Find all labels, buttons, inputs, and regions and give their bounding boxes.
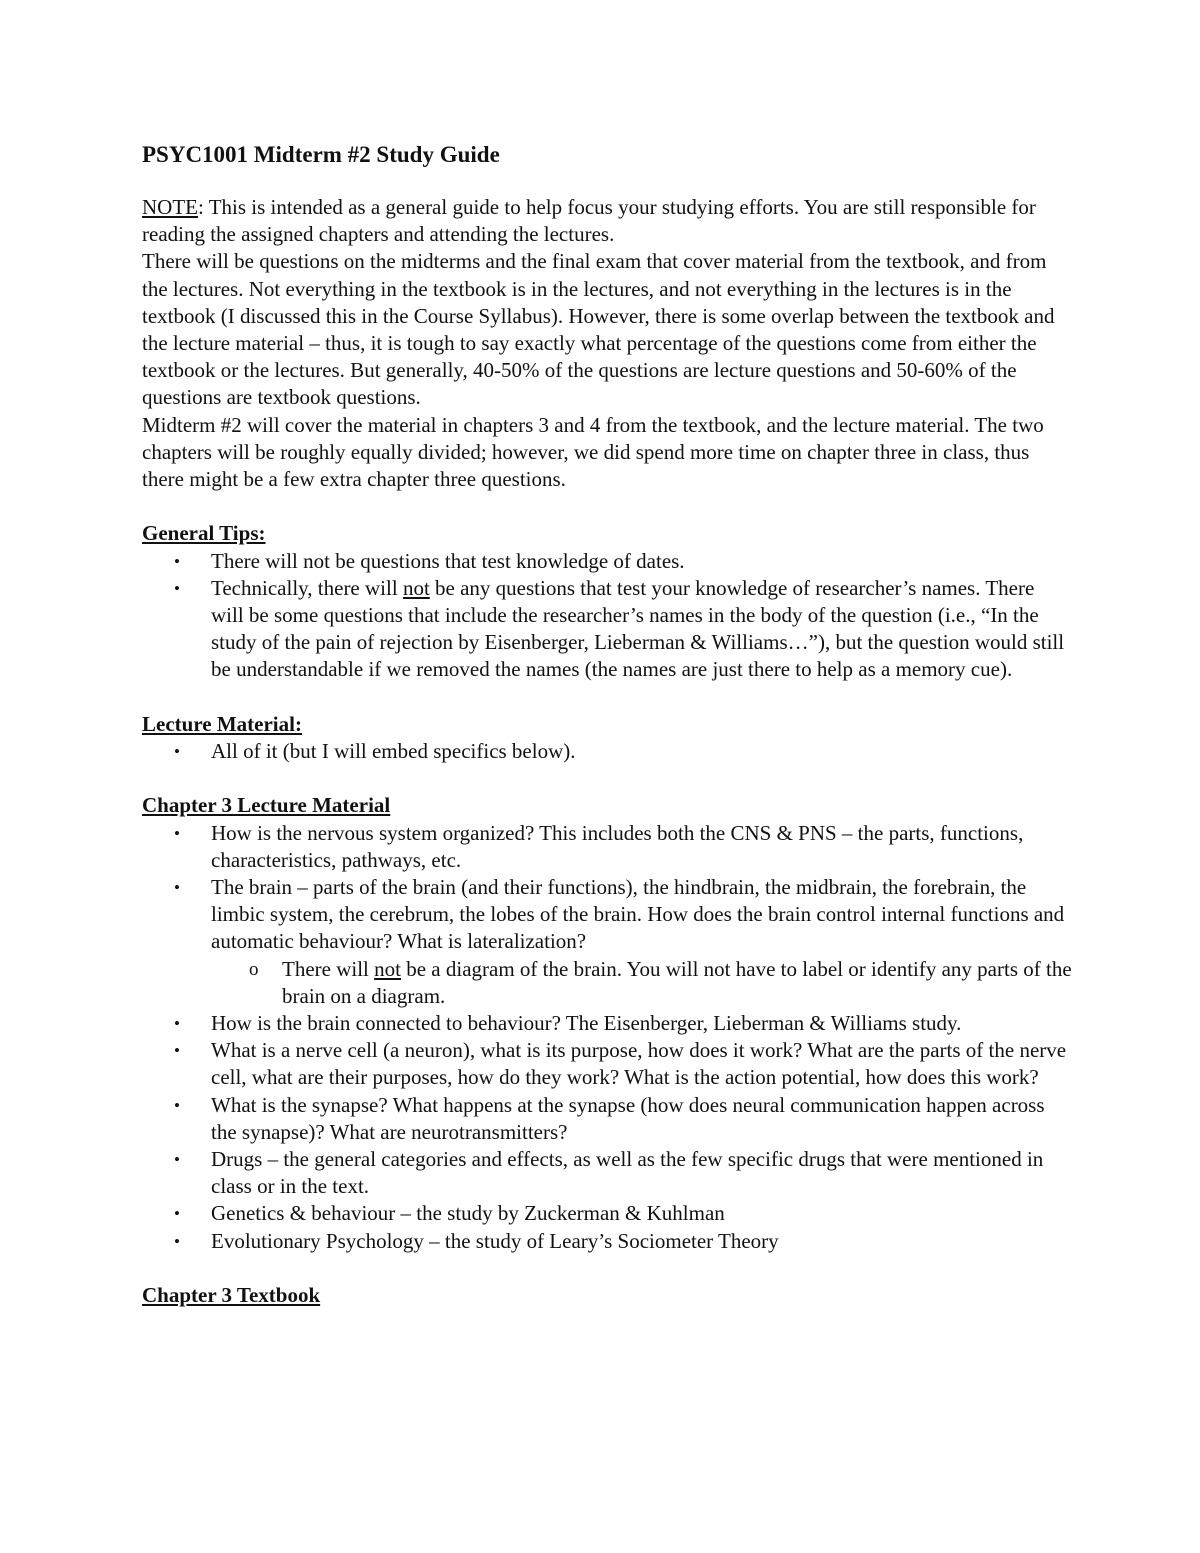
general-tips-heading: General Tips: [142, 521, 266, 546]
document-page [142, 140, 1072, 1309]
bullet-icon: • [174, 1041, 180, 1061]
intro-note-paragraph [142, 194, 1072, 248]
list-item: • Drugs – the general categories and effects, as well as the few specific drugs that were mentioned in class or in the text. [174, 1147, 1044, 1199]
emphasis-not: not [402, 575, 430, 600]
bullet-icon: • [174, 1204, 180, 1224]
sub-list-item: o There will not be a diagram of the brain. You will not have to label or identify any parts of the brain on a diagram. [249, 956, 1072, 1008]
list-item: • What is a nerve cell (a neuron), what is its purpose, how does it work? What are the parts of the nerve cell, what are their purposes, how do they work? What is the action potential, how does this work? [174, 1038, 1067, 1090]
list-item: • Technically, there will not be any questions that test your knowledge of researcher’s names. There will be some questions that include the researcher’s names in the body of the question (i.e., “In the study of the pain of rejection by Eisenberger, Lieberman & Williams…”), but the question would still be understandable if we removed the names (the names are just there to help as a memory cue). [174, 575, 1065, 682]
bullet-icon: • [174, 1150, 180, 1170]
lecture-material-heading: Lecture Material: [142, 711, 302, 736]
emphasis-not: not [374, 956, 401, 981]
note-text: : This is intended as a general guide to help focus your studying efforts. You are still responsible for reading the assigned chapters and attending the lectures. [142, 195, 1036, 247]
circle-bullet-icon: o [249, 958, 259, 980]
intro-paragraph-2: There will be questions on the midterms and the final exam that cover material from the textbook, and from the lectures. Not everything in the textbook is in the lectures, and not everything in the lectures is in the textbook (I discussed this in the Course Syllabus). However, there is some overlap between the textbook and the lecture material – thus, it is tough to say exactly what percentage of the questions come from either the textbook or the lectures. But generally, 40-50% of the questions are lecture questions and 50-60% of the questions are textbook questions. [142, 249, 1055, 410]
list-item: • The brain – parts of the brain (and their functions), the hindbrain, the midbrain, the forebrain, the limbic system, the cerebrum, the lobes of the brain. How does the brain control internal functions and automatic behaviour? What is lateralization? o There will not be a diagram of the brain. You will not have to label or identify any parts of the brain on a diagram. [142, 874, 1072, 1010]
chapter3-lecture-heading: Chapter 3 Lecture Material [142, 793, 391, 818]
list-item: • All of it (but I will embed specifics below). [142, 738, 1072, 765]
spacer [142, 1255, 1072, 1282]
document-title: PSYC1001 Midterm #2 Study Guide [142, 142, 500, 167]
chapter3-textbook-heading: Chapter 3 Textbook [142, 1283, 321, 1308]
note-label: NOTE [142, 195, 198, 219]
bullet-icon: • [174, 578, 180, 598]
list-item: • Genetics & behaviour – the study by Zuckerman & Kuhlman [142, 1200, 1072, 1227]
intro-paragraph-3: Midterm #2 will cover the material in chapters 3 and 4 from the textbook, and the lecture material. The two chapters will be roughly equally divided; however, we did spend more time on chapter three in class, thus there might be a few extra chapter three questions. [142, 412, 1044, 492]
list-item: • Evolutionary Psychology – the study of Leary’s Sociometer Theory [142, 1228, 1072, 1255]
bullet-icon: • [174, 1231, 180, 1251]
list-item: • How is the brain connected to behaviour? The Eisenberger, Lieberman & Williams study. [142, 1010, 1072, 1037]
general-tips-list [142, 548, 1072, 684]
list-item: • How is the nervous system organized? This includes both the CNS & PNS – the parts, functions, characteristics, pathways, etc. [174, 820, 1024, 872]
spacer [142, 493, 1072, 520]
spacer [142, 684, 1072, 711]
bullet-icon: • [174, 878, 180, 898]
bullet-icon: • [174, 551, 180, 571]
bullet-icon: • [174, 823, 180, 843]
chapter3-lecture-list [142, 820, 1072, 1255]
bullet-icon: • [174, 742, 180, 762]
bullet-icon: • [174, 1014, 180, 1034]
list-item: • There will not be questions that test knowledge of dates. [142, 548, 1072, 575]
list-item: • What is the synapse? What happens at the synapse (how does neural communication happen across the synapse)? What are neurotransmitters? [174, 1092, 1045, 1144]
lecture-material-list [142, 738, 1072, 765]
bullet-icon: • [174, 1095, 180, 1115]
sub-list [211, 956, 1072, 1010]
spacer [142, 765, 1072, 792]
